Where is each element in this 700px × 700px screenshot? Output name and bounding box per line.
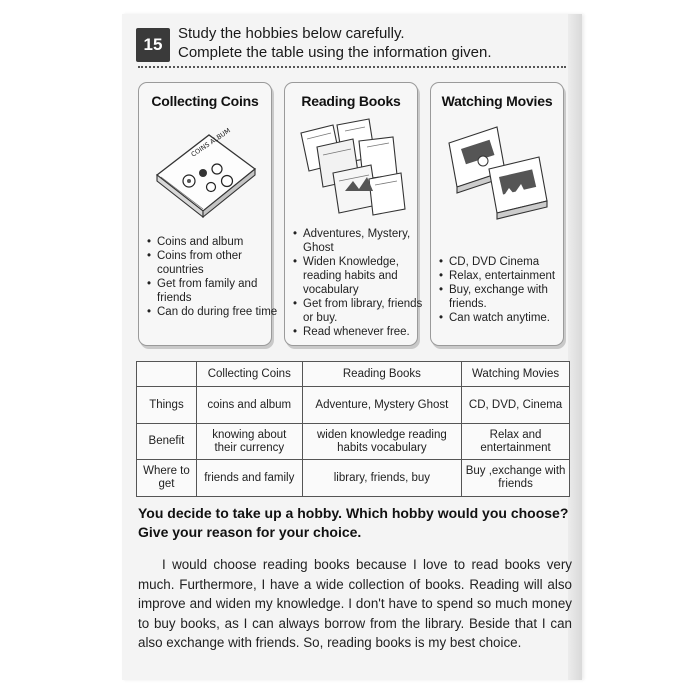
table-row [137,460,570,497]
list-item: • Coins from other countries [157,249,279,277]
card-title: Collecting Coins [151,93,259,109]
table-cell: knowing about their currency [196,424,302,460]
list-item: • Coins and album [157,235,279,249]
album-label: COINS ALBUM [189,126,232,159]
table-header-cell: Collecting Coins [196,362,302,387]
list-item: • Read whenever free. [303,325,425,339]
table-header-cell: Reading Books [302,362,461,387]
table-cell: Buy ,exchange with friends [462,460,570,497]
list-item: • Get from library, friends or buy. [303,297,425,325]
table-header-cell [137,362,197,387]
instruction [178,24,558,62]
answer-paragraph: I would choose reading books because I love to read books very much. Furthermore, I have a wide collection of books. Reading will also improve and widen my knowledge. I don't have to spend so much money to buy books, as I can always borrow from the library. Beside that I can also exchange with friends. So, reading books is my best choice. [138,557,572,650]
dvd-cases-illustration [439,113,555,223]
list-item: • Relax, entertainment [449,269,571,283]
list-item: • Buy, exchange with friends. [449,283,571,311]
row-label: Where to get [137,460,197,497]
table-cell: Relax and entertainment [462,424,570,460]
hobby-card-reading-books [284,82,423,346]
coin-album-illustration [147,113,263,223]
table-cell: Adventure, Mystery Ghost [302,387,461,424]
table-cell: friends and family [196,460,302,497]
table-cell: coins and album [196,387,302,424]
exercise-number: 15 [136,28,170,62]
hobby-table [136,361,570,497]
books-illustration [293,113,409,223]
list-item: • CD, DVD Cinema [449,255,571,269]
list-item: • Adventures, Mystery, Ghost [303,227,425,255]
movie-bullets [435,255,571,325]
table-row [137,424,570,460]
card-title: Reading Books [301,93,401,109]
card-title: Watching Movies [441,93,553,109]
table-header-row [137,362,570,387]
hobby-card-watching-movies [430,82,564,346]
list-item: • Can watch anytime. [449,311,571,325]
dotted-rule [138,66,566,68]
list-item: • Get from family and friends [157,277,279,305]
coin-bullets [143,235,279,319]
table-cell: widen knowledge reading habits vocabulary [302,424,461,460]
list-item: • Widen Knowledge, reading habits and vocabulary [303,255,425,297]
table-cell: CD, DVD, Cinema [462,387,570,424]
book-bullets [289,227,425,339]
hobby-card-collecting-coins [138,82,278,346]
row-label: Things [137,387,197,424]
row-label: Benefit [137,424,197,460]
table-cell: library, friends, buy [302,460,461,497]
writing-question: You decide to take up a hobby. Which hobby would you choose? Give your reason for your choice. [138,505,569,540]
list-item: • Can do during free time [157,305,279,319]
instruction-line-2: Complete the table using the information given. [178,44,492,61]
table-header-cell: Watching Movies [462,362,570,387]
table-row [137,387,570,424]
instruction-line-1: Study the hobbies below carefully. [178,25,405,42]
